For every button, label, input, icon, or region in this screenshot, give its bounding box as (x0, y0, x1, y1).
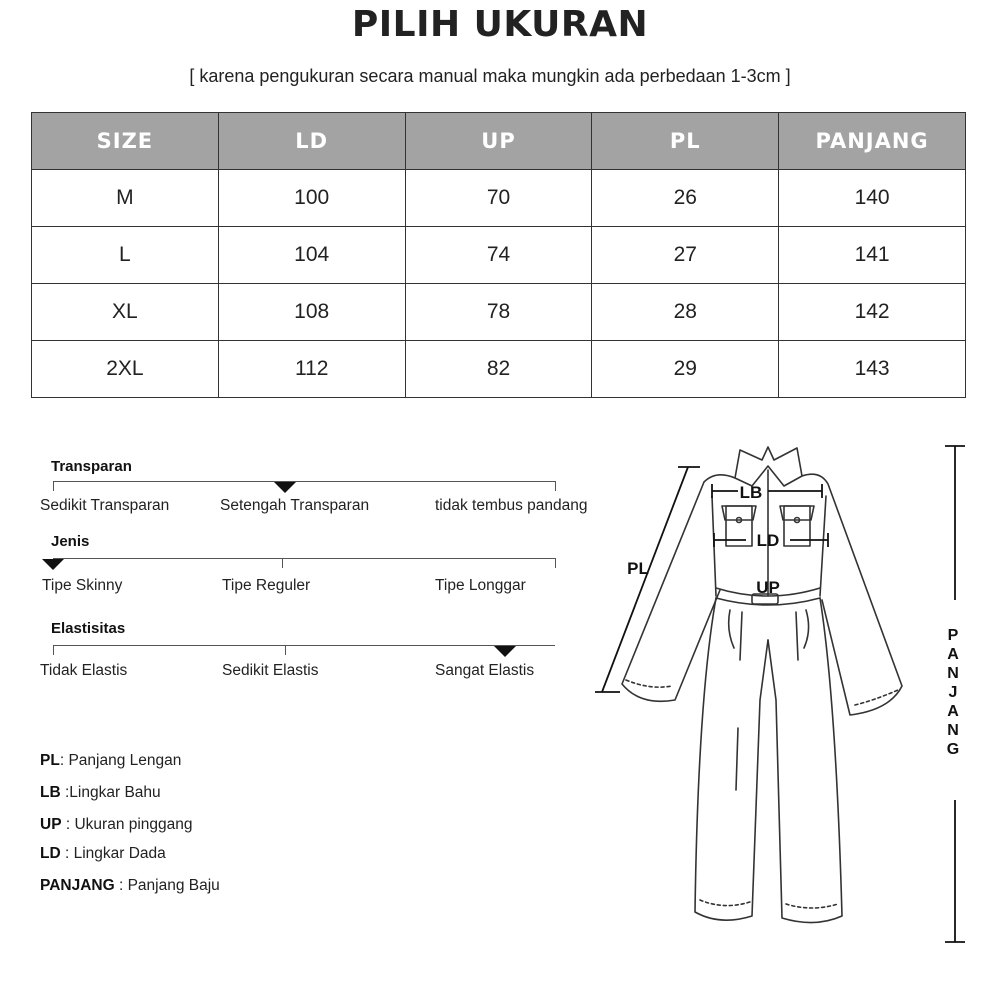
column-header-panjang: PANJANG (779, 113, 966, 170)
table-cell: M (32, 170, 219, 227)
scale-tick (53, 481, 54, 491)
panjang-letter: J (948, 684, 958, 701)
up-label: UP (756, 578, 780, 597)
table-header-row (32, 113, 966, 170)
scale-label: Tipe Longgar (435, 577, 526, 594)
table-cell: L (32, 227, 219, 284)
scale-marker-icon (494, 646, 516, 657)
legend-sep: : (114, 877, 128, 894)
panjang-letter: A (947, 703, 959, 720)
page-subtitle: [ karena pengukuran secara manual maka mungkin ada perbedaan 1-3cm ] (189, 66, 791, 86)
lb-measure (712, 484, 822, 498)
table-cell: 28 (592, 284, 779, 341)
table-cell: 112 (218, 341, 405, 398)
panjang-letter: A (947, 646, 959, 663)
legend-item (40, 845, 166, 863)
panjang-letter: N (947, 722, 959, 739)
scale-tick (555, 558, 556, 568)
legend-sep: : (60, 845, 74, 862)
scale-line (53, 645, 555, 646)
scale-tick (555, 481, 556, 491)
legend-item (40, 877, 220, 895)
legend-sep: : (59, 752, 69, 769)
scale-line (53, 481, 555, 482)
table-cell: 100 (218, 170, 405, 227)
legend-abbr: UP (40, 816, 62, 833)
legend-item (40, 816, 193, 834)
scale-line (53, 558, 555, 559)
table-cell: 142 (779, 284, 966, 341)
pl-measure (595, 467, 700, 692)
table-cell: 26 (592, 170, 779, 227)
table-cell: 78 (405, 284, 592, 341)
scale-label: tidak tembus pandang (435, 497, 588, 514)
size-table (31, 112, 966, 398)
legend-abbr: LB (40, 784, 61, 801)
legend-sep: : (60, 784, 70, 801)
scale-elastisitas (40, 618, 600, 688)
legend-abbr: PANJANG (40, 877, 115, 894)
panjang-letter: G (946, 741, 960, 758)
legend-item (40, 784, 161, 802)
panjang-letter: N (947, 665, 959, 682)
table-row (32, 170, 966, 227)
legend-text: Panjang Lengan (68, 752, 182, 769)
scale-marker-icon (274, 482, 296, 493)
column-header-pl: PL (592, 113, 779, 170)
column-header-up: UP (405, 113, 592, 170)
table-cell: 74 (405, 227, 592, 284)
lb-label: LB (739, 483, 763, 502)
scale-label: Sedikit Elastis (222, 662, 319, 679)
scale-marker-icon (42, 559, 64, 570)
table-cell: 140 (779, 170, 966, 227)
scale-label: Setengah Transparan (220, 497, 370, 514)
scale-jenis (40, 531, 600, 601)
panjang-letter: P (947, 627, 959, 644)
table-row (32, 341, 966, 398)
panjang-label (938, 626, 968, 759)
table-cell: 104 (218, 227, 405, 284)
legend-text: Lingkar Dada (73, 845, 166, 862)
table-cell: 70 (405, 170, 592, 227)
scale-title: Elastisitas (51, 620, 126, 637)
scale-title: Jenis (51, 533, 90, 550)
scale-label: Tidak Elastis (40, 662, 128, 679)
pl-label: PL (627, 559, 649, 578)
legend-text: Lingkar Bahu (69, 784, 161, 801)
scale-label: Sangat Elastis (435, 662, 535, 679)
legend-text: Panjang Baju (127, 877, 220, 894)
table-cell: 2XL (32, 341, 219, 398)
table-cell: 29 (592, 341, 779, 398)
table-cell: 82 (405, 341, 592, 398)
scale-label: Tipe Reguler (222, 577, 311, 594)
column-header-size: SIZE (32, 113, 219, 170)
ld-label: LD (756, 531, 780, 550)
scale-tick (53, 645, 54, 655)
legend-item (40, 752, 181, 770)
table-cell: 141 (779, 227, 966, 284)
column-header-ld: LD (218, 113, 405, 170)
scale-label: Tipe Skinny (42, 577, 123, 594)
scale-transparan (40, 456, 600, 526)
scale-label: Sedikit Transparan (40, 497, 170, 514)
table-cell: 27 (592, 227, 779, 284)
table-row (32, 227, 966, 284)
table-row (32, 284, 966, 341)
legend-text: Ukuran pinggang (74, 816, 193, 833)
page-title: PILIH UKURAN (351, 4, 649, 45)
legend-sep: : (61, 816, 75, 833)
table-cell: 143 (779, 341, 966, 398)
table-cell: 108 (218, 284, 405, 341)
legend-abbr: PL (40, 752, 60, 769)
legend-abbr: LD (40, 845, 61, 862)
jumpsuit-sketch (622, 447, 902, 923)
scale-tick (285, 645, 286, 655)
scale-tick (282, 558, 283, 568)
table-cell: XL (32, 284, 219, 341)
scale-title: Transparan (51, 458, 132, 475)
